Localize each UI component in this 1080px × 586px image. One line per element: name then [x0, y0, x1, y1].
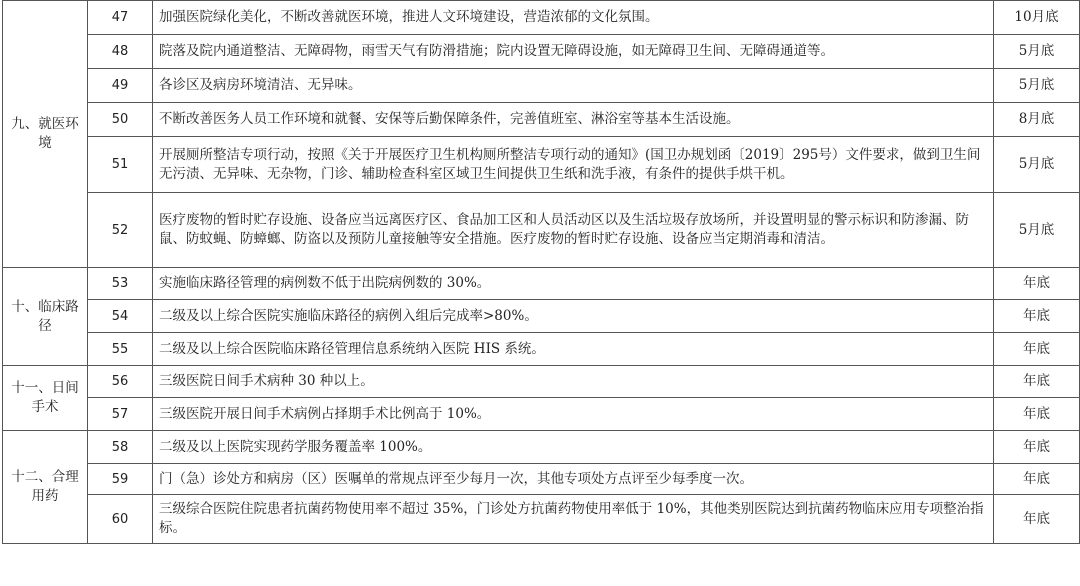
- item-content: 二级及以上综合医院实施临床路径的病例入组后完成率>80%。: [153, 300, 994, 333]
- table-body: [3, 1, 1080, 544]
- item-deadline: 5月底: [994, 35, 1080, 69]
- item-number: 53: [88, 268, 153, 300]
- item-content: 门（急）诊处方和病房（区）医嘱单的常规点评至少每月一次，其他专项处方点评至少每季度一次。: [153, 464, 994, 495]
- table-row: [3, 398, 1080, 431]
- item-number: 47: [88, 1, 153, 35]
- item-content: 三级综合医院住院患者抗菌药物使用率不超过 35%，门诊处方抗菌药物使用率低于 10%，其他类别医院达到抗菌药物临床应用专项整治指标。: [153, 495, 994, 544]
- table-row: [3, 431, 1080, 464]
- item-number: 54: [88, 300, 153, 333]
- item-content: 二级及以上综合医院临床路径管理信息系统纳入医院 HIS 系统。: [153, 333, 994, 366]
- item-deadline: 年底: [994, 366, 1080, 398]
- category-cell: 十一、日间手术: [3, 366, 88, 431]
- table-row: [3, 193, 1080, 268]
- item-deadline: 年底: [994, 268, 1080, 300]
- item-deadline: 5月底: [994, 193, 1080, 268]
- item-deadline: 年底: [994, 300, 1080, 333]
- table-row: [3, 464, 1080, 495]
- table-row: [3, 366, 1080, 398]
- item-deadline: 年底: [994, 431, 1080, 464]
- item-number: 57: [88, 398, 153, 431]
- item-number: 55: [88, 333, 153, 366]
- item-number: 58: [88, 431, 153, 464]
- table-row: [3, 103, 1080, 137]
- item-deadline: 年底: [994, 398, 1080, 431]
- item-content: 各诊区及病房环境清洁、无异味。: [153, 69, 994, 103]
- item-content: 开展厕所整洁专项行动，按照《关于开展医疗卫生机构厕所整洁专项行动的通知》(国卫办规划函〔2019〕295号）文件要求，做到卫生间无污渍、无异味、无杂物，门诊、辅助检查科室区域卫生间提供卫生纸和洗手液，有条件的提供手烘干机。: [153, 137, 994, 193]
- table-row: [3, 1, 1080, 35]
- item-deadline: 年底: [994, 333, 1080, 366]
- category-cell: 十二、合理用药: [3, 431, 88, 544]
- table-row: [3, 35, 1080, 69]
- item-deadline: 年底: [994, 464, 1080, 495]
- table-row: [3, 300, 1080, 333]
- item-number: 50: [88, 103, 153, 137]
- item-content: 三级医院日间手术病种 30 种以上。: [153, 366, 994, 398]
- item-deadline: 5月底: [994, 69, 1080, 103]
- item-deadline: 8月底: [994, 103, 1080, 137]
- item-number: 48: [88, 35, 153, 69]
- item-content: 三级医院开展日间手术病例占择期手术比例高于 10%。: [153, 398, 994, 431]
- table-row: [3, 495, 1080, 544]
- item-deadline: 年底: [994, 495, 1080, 544]
- table-row: [3, 137, 1080, 193]
- item-number: 60: [88, 495, 153, 544]
- item-deadline: 10月底: [994, 1, 1080, 35]
- item-content: 医疗废物的暂时贮存设施、设备应当远离医疗区、食品加工区和人员活动区以及生活垃圾存放场所，并设置明显的警示标识和防渗漏、防鼠、防蚊蝇、防蟑螂、防盗以及预防儿童接触等安全措施。医疗废物的暂时贮存设施、设备应当定期消毒和清洁。: [153, 193, 994, 268]
- item-number: 52: [88, 193, 153, 268]
- standards-table: [2, 0, 1080, 544]
- item-content: 院落及院内通道整洁、无障碍物，雨雪天气有防滑措施；院内设置无障碍设施，如无障碍卫生间、无障碍通道等。: [153, 35, 994, 69]
- table-row: [3, 69, 1080, 103]
- item-number: 51: [88, 137, 153, 193]
- item-content: 加强医院绿化美化，不断改善就医环境，推进人文环境建设，营造浓郁的文化氛围。: [153, 1, 994, 35]
- item-number: 49: [88, 69, 153, 103]
- item-content: 实施临床路径管理的病例数不低于出院病例数的 30%。: [153, 268, 994, 300]
- table-row: [3, 268, 1080, 300]
- category-cell: 九、就医环境: [3, 1, 88, 268]
- table-row: [3, 333, 1080, 366]
- item-number: 59: [88, 464, 153, 495]
- category-cell: 十、临床路径: [3, 268, 88, 366]
- item-number: 56: [88, 366, 153, 398]
- item-deadline: 5月底: [994, 137, 1080, 193]
- item-content: 不断改善医务人员工作环境和就餐、安保等后勤保障条件，完善值班室、淋浴室等基本生活设施。: [153, 103, 994, 137]
- item-content: 二级及以上医院实现药学服务覆盖率 100%。: [153, 431, 994, 464]
